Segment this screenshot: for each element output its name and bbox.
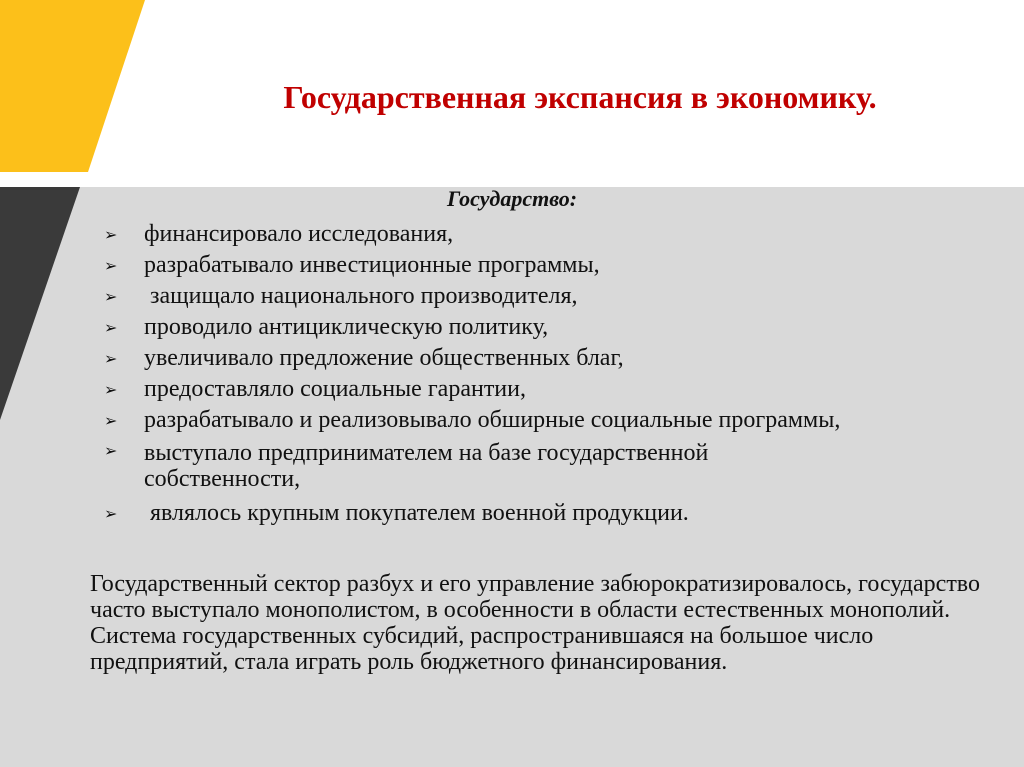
arrow-bullet-icon: ➢ [104, 504, 118, 523]
summary-paragraph: Государственный сектор разбух и его управление забюрократизировалось, государство часто выступало монополистом, в особенности в области естественных монополий. Система государственных субсидий, распространившаяся на большое число предприятий, стала играть роль бюджетного финансирования. [90, 571, 980, 675]
list-item [104, 498, 1004, 529]
arrow-bullet-icon: ➢ [104, 225, 118, 244]
arrow-bullet-icon: ➢ [104, 318, 118, 337]
list-item [104, 312, 1004, 343]
list-item-text: финансировало исследования, [144, 221, 454, 247]
list-item [104, 405, 1004, 436]
list-item [104, 436, 844, 498]
list-item-text: выступало предпринимателем на базе государственной собственности, [144, 440, 709, 492]
yellow-accent-shape [0, 0, 145, 172]
list-item-text: разрабатывало и реализовывало обширные социальные программы, [144, 407, 841, 433]
list-item-text: защищало национального производителя, [144, 283, 578, 309]
list-item-text: являлось крупным покупателем военной продукции. [144, 500, 689, 526]
arrow-bullet-icon: ➢ [104, 441, 118, 460]
bullet-list [104, 219, 1004, 529]
arrow-bullet-icon: ➢ [104, 380, 118, 399]
dark-accent-shape [0, 187, 80, 420]
list-item-text: предоставляло социальные гарантии, [144, 376, 526, 402]
list-item-text: увеличивало предложение общественных благ, [144, 345, 624, 371]
arrow-bullet-icon: ➢ [104, 287, 118, 306]
list-item [104, 219, 1004, 250]
list-item-text: разрабатывало инвестиционные программы, [144, 252, 600, 278]
list-item [104, 250, 1004, 281]
list-item [104, 281, 1004, 312]
list-subtitle: Государство: [446, 186, 578, 211]
arrow-bullet-icon: ➢ [104, 411, 118, 430]
arrow-bullet-icon: ➢ [104, 349, 118, 368]
list-item [104, 374, 1004, 405]
list-item [104, 343, 1004, 374]
list-item-text: проводило антициклическую политику, [144, 314, 549, 340]
slide-title: Государственная экспансия в экономику. [283, 79, 877, 115]
arrow-bullet-icon: ➢ [104, 256, 118, 275]
